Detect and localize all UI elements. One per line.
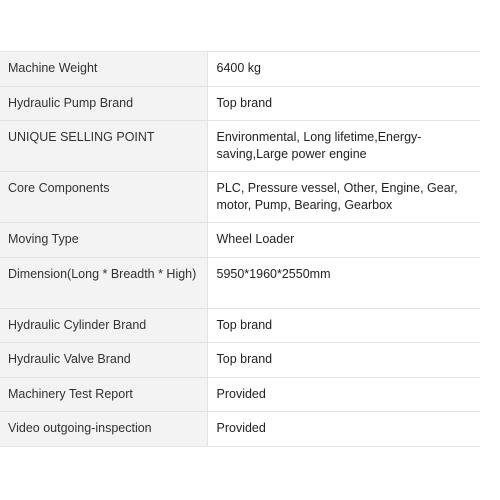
- spec-value: Provided: [207, 377, 480, 412]
- spec-label: Video outgoing-inspection: [0, 412, 207, 447]
- spec-row-hydraulic-valve-brand: [0, 343, 480, 378]
- spec-label: UNIQUE SELLING POINT: [0, 121, 207, 172]
- spec-row-hydraulic-cylinder-brand: [0, 308, 480, 343]
- spec-value: Provided: [207, 412, 480, 447]
- spec-row-video-outgoing-inspection: [0, 412, 480, 447]
- spec-row-dimension: [0, 257, 480, 308]
- spec-label: Core Components: [0, 172, 207, 223]
- spec-value: 6400 kg: [207, 52, 480, 87]
- spec-row-core-components: [0, 172, 480, 223]
- spec-row-machine-weight: [0, 52, 480, 87]
- spec-value: Top brand: [207, 308, 480, 343]
- spec-value: 5950*1960*2550mm: [207, 257, 480, 308]
- spec-value: Top brand: [207, 343, 480, 378]
- spec-value: Wheel Loader: [207, 223, 480, 258]
- spec-value: PLC, Pressure vessel, Other, Engine, Gear, motor, Pump, Bearing, Gearbox: [207, 172, 480, 223]
- spec-row-moving-type: [0, 223, 480, 258]
- spec-label: Dimension(Long * Breadth * High): [0, 257, 207, 308]
- spec-row-unique-selling-point: [0, 121, 480, 172]
- spec-value: Environmental, Long lifetime,Energy-saving,Large power engine: [207, 121, 480, 172]
- spec-row-machinery-test-report: [0, 377, 480, 412]
- spec-label: Hydraulic Cylinder Brand: [0, 308, 207, 343]
- specifications-table: [0, 51, 480, 447]
- spec-label: Hydraulic Valve Brand: [0, 343, 207, 378]
- spec-label: Machinery Test Report: [0, 377, 207, 412]
- spec-label: Hydraulic Pump Brand: [0, 86, 207, 121]
- spec-label: Moving Type: [0, 223, 207, 258]
- spec-row-hydraulic-pump-brand: [0, 86, 480, 121]
- spec-label: Machine Weight: [0, 52, 207, 87]
- spec-value: Top brand: [207, 86, 480, 121]
